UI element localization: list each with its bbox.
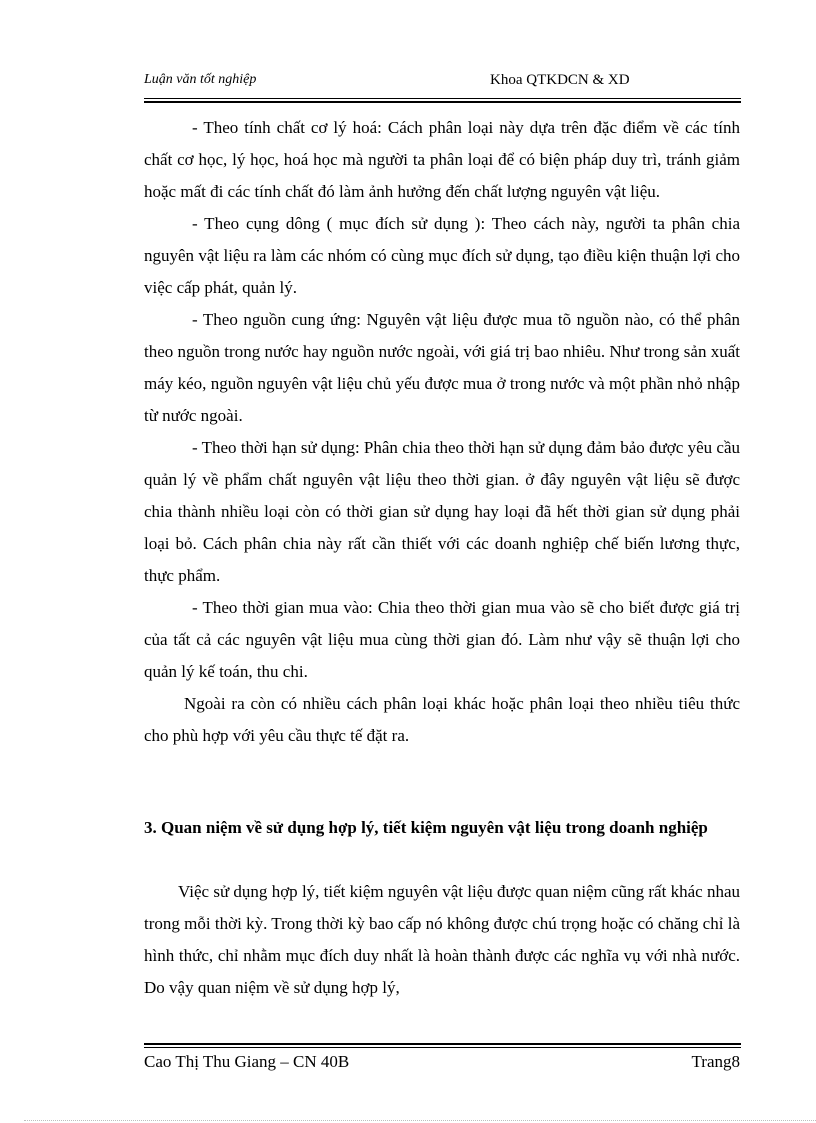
paragraph-purchase-time: - Theo thời gian mua vào: Chia theo thời gian mua vào sẽ cho biết được giá trị của tất cả các nguyên vật liệu mua cùng thời gian đó. Làm như vậy sẽ thuận lợi cho quản lý kế toán, thu chi. xyxy=(144,598,740,681)
footer-rule-thick xyxy=(144,1043,741,1045)
paragraph-source: - Theo nguồn cung ứng: Nguyên vật liệu được mua tõ nguồn nào, có thể phân theo nguồn trong nước hay nguồn nước ngoài, với giá trị bao nhiêu. Như trong sản xuất máy kéo, nguồn nguyên vật liệu chủ yếu được mua ở trong nước và một phần nhỏ nhập từ nước ngoài. xyxy=(144,310,740,425)
footer-author: Cao Thị Thu Giang – CN 40B xyxy=(144,1052,350,1071)
header-faculty-label: Khoa QTKDCN & XD xyxy=(490,72,630,88)
paragraph-usage-period: - Theo thời hạn sử dụng: Phân chia theo thời hạn sử dụng đảm bảo được yêu cầu quản lý về phẩm chất nguyên vật liệu theo thời gian. ở đây nguyên vật liệu sẽ được chia thành nhiều loại còn có thời gian sử dụng hay loại đã hết thời gian sử dụng phải loại bỏ. Cách phân chia này rất cần thiết với các doanh nghiệp chế biến lương thực, thực phẩm. xyxy=(144,438,740,585)
paragraph-other-methods: Ngoài ra còn có nhiều cách phân loại khác hoặc phân loại theo nhiều tiêu thức cho phù hợp với yêu cầu thực tế đặt ra. xyxy=(144,694,740,745)
header-rule-thin xyxy=(144,98,741,99)
section-body xyxy=(144,876,740,1004)
footer-page-number: Trang8 xyxy=(691,1052,740,1071)
header-rule-thick xyxy=(144,101,741,103)
section-heading xyxy=(144,812,740,844)
footer-rule-thin xyxy=(144,1047,741,1048)
header-thesis-label: Luận văn tốt nghiệp xyxy=(144,72,257,87)
paragraph-section-intro: Việc sử dụng hợp lý, tiết kiệm nguyên vật liệu được quan niệm cũng rất khác nhau trong mỗi thời kỳ. Trong thời kỳ bao cấp nó không được chú trọng hoặc có chăng chỉ là hình thức, chỉ nhằm mục đích duy nhất là hoàn thành được các nghĩa vụ với nhà nước. Do vậy quan niệm về sử dụng hợp lý, xyxy=(144,882,740,997)
body-text xyxy=(144,112,740,752)
section-heading-text: 3. Quan niệm về sử dụng hợp lý, tiết kiệm nguyên vật liệu trong doanh nghiệp xyxy=(144,818,708,837)
page-edge-divider xyxy=(24,1120,816,1121)
paragraph-physical-chemical: - Theo tính chất cơ lý hoá: Cách phân loại này dựa trên đặc điểm về các tính chất cơ học, lý học, hoá học mà người ta phân loại để có biện pháp duy trì, tránh giảm hoặc mất đi các tính chất đó làm ảnh hưởng đến chất lượng nguyên vật liệu. xyxy=(144,118,740,201)
paragraph-purpose: - Theo cụng dông ( mục đích sử dụng ): Theo cách này, người ta phân chia nguyên vật liệu ra làm các nhóm có cùng mục đích sử dụng, tạo điều kiện thuận lợi cho việc cấp phát, quản lý. xyxy=(144,214,740,297)
page-header xyxy=(144,72,741,98)
